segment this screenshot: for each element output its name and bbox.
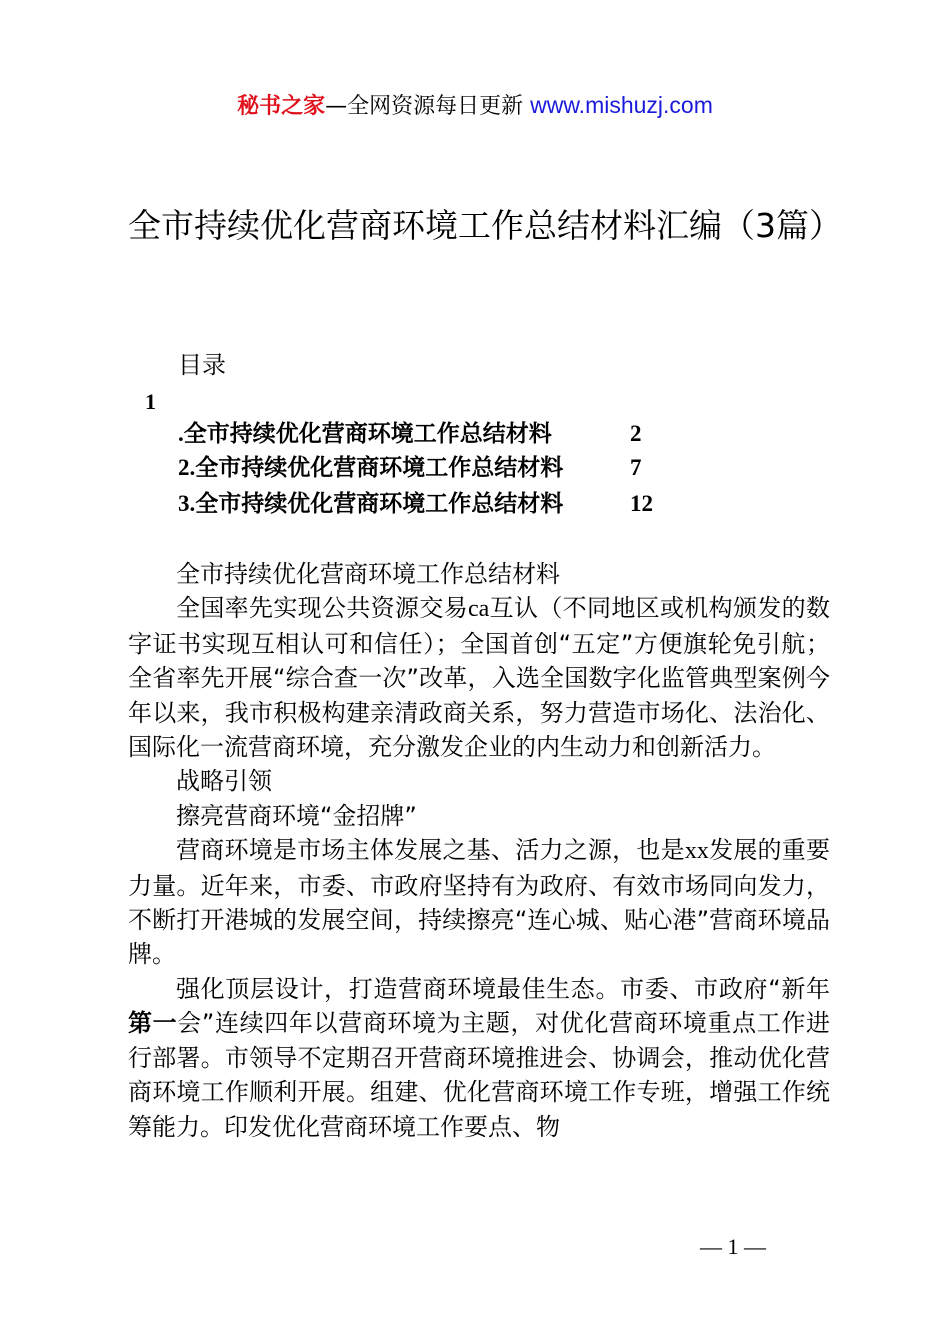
toc-item-text: 全市持续优化营商环境工作总结材料 bbox=[195, 491, 564, 517]
site-url-link[interactable]: www.mishuzj.com bbox=[530, 92, 713, 118]
site-header bbox=[0, 88, 950, 124]
paragraph: 全国率先实现公共资源交易ca互认（不同地区或机构颁发的数字证书实现互相认可和信任）；全国首创“五定”方便旗轮免引航；全省率先开展“综合查一次”改革，入选全国数字化监管典型案例今年以来，我市积极构建亲清政商关系，努力营造市场化、法治化、国际化一流营商环境，充分激发企业的内生动力和创新活力。 bbox=[128, 594, 831, 762]
subheading: 战略引领 bbox=[176, 767, 272, 796]
page-number: — 1 — bbox=[700, 1234, 766, 1259]
toc-item-number: . bbox=[178, 421, 184, 446]
brand-name: 秘书之家 bbox=[237, 94, 326, 119]
document-body bbox=[128, 557, 830, 1144]
header-tagline: —全网资源每日更新 bbox=[325, 94, 531, 119]
paragraph: 营商环境是市场主体发展之基、活力之源，也是xx发展的重要力量。近年来，市委、市政府坚持有为政府、有效市场同向发力，不断打开港城的发展空间，持续擦亮“连心城、贴心港”营商环境品牌。 bbox=[128, 836, 831, 969]
toc-item-text: 全市持续优化营商环境工作总结材料 bbox=[195, 455, 564, 481]
toc-item-text: 全市持续优化营商环境工作总结材料 bbox=[183, 421, 552, 447]
toc-item[interactable] bbox=[178, 451, 678, 485]
toc-item[interactable] bbox=[178, 417, 678, 451]
document-title: 全市持续优化营商环境工作总结材料汇编（3篇） bbox=[128, 206, 842, 245]
section-title: 全市持续优化营商环境工作总结材料 bbox=[176, 560, 560, 588]
toc-item[interactable] bbox=[178, 487, 678, 521]
paragraph: 强化顶层设计，打造营商环境最佳生态。市委、市政府“新年第一会”连续四年以营商环境为主题，对优化营商环境重点工作进行部署。市领导不定期召开营商环境推进会、协调会，推动优化营商环境工作顺利开展。组建、优化营商环境工作专班，增强工作统筹能力。印发优化营商环境工作要点、物 bbox=[128, 974, 831, 1141]
toc-item-number: 2. bbox=[178, 455, 196, 480]
toc-item-page: 2 bbox=[630, 421, 642, 446]
toc-first-number: 1 bbox=[145, 389, 156, 414]
toc-item-page: 7 bbox=[630, 455, 642, 480]
toc-item-page: 12 bbox=[630, 491, 653, 516]
toc-item-number: 3. bbox=[178, 491, 196, 516]
subheading: 擦亮营商环境“金招牌” bbox=[176, 801, 417, 830]
toc-heading: 目录 bbox=[178, 351, 226, 379]
